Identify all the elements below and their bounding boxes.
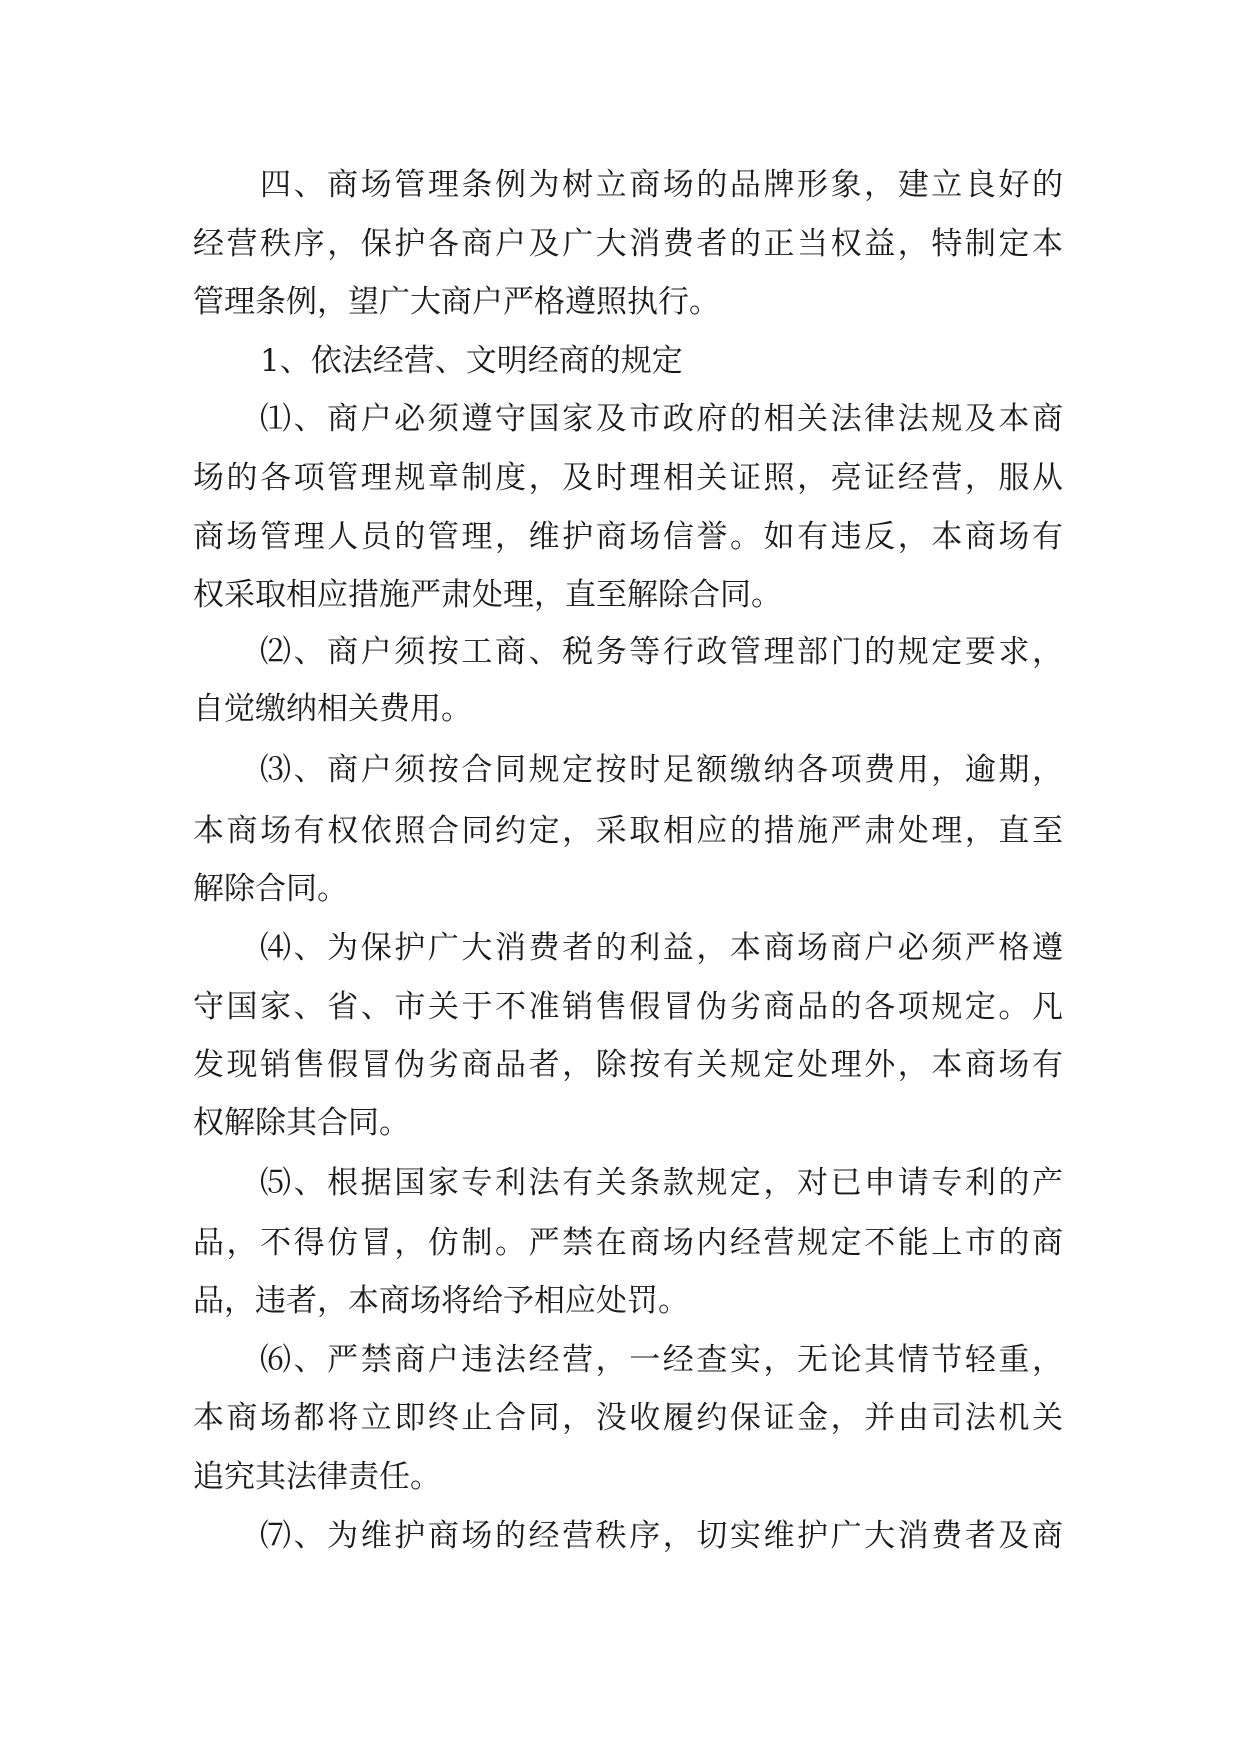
section-1-heading: 1、依法经营、文明经商的规定: [260, 343, 683, 379]
item-4-line-1: ⑷、为保护广大消费者的利益，本商场商户必须严格遵: [260, 930, 1063, 966]
item-4-line-2: 守国家、省、市关于不准销售假冒伪劣商品的各项规定。凡: [193, 989, 1063, 1025]
item-4-line-4: 权解除其合同。: [193, 1105, 410, 1141]
item-2-line-2: 自觉缴纳相关费用。: [193, 691, 472, 727]
item-6-line-3: 追究其法律责任。: [193, 1459, 441, 1495]
paragraph-4-line-2: 经营秩序，保护各商户及广大消费者的正当权益，特制定本: [193, 226, 1063, 262]
paragraph-4-line-3: 管理条例，望广大商户严格遵照执行。: [193, 284, 720, 320]
item-4-line-3: 发现销售假冒伪劣商品者，除按有关规定处理外，本商场有: [193, 1047, 1063, 1083]
item-5-line-2: 品，不得仿冒，仿制。严禁在商场内经营规定不能上市的商: [193, 1225, 1063, 1261]
item-3-line-1: ⑶、商户须按合同规定按时足额缴纳各项费用，逾期，: [260, 752, 1063, 788]
item-2-line-1: ⑵、商户须按工商、税务等行政管理部门的规定要求，: [260, 634, 1063, 670]
item-3-line-2: 本商场有权依照合同约定，采取相应的措施严肃处理，直至: [193, 813, 1063, 849]
item-6-line-2: 本商场都将立即终止合同，没收履约保证金，并由司法机关: [193, 1400, 1063, 1436]
item-3-line-3: 解除合同。: [193, 871, 348, 907]
item-1-line-1: ⑴、商户必须遵守国家及市政府的相关法律法规及本商: [260, 401, 1063, 437]
item-7-line-1: ⑺、为维护商场的经营秩序，切实维护广大消费者及商: [260, 1518, 1063, 1554]
item-1-line-3: 商场管理人员的管理，维护商场信誉。如有违反，本商场有: [193, 519, 1063, 555]
item-1-line-2: 场的各项管理规章制度，及时理相关证照，亮证经营，服从: [193, 460, 1063, 496]
paragraph-4-line-1: 四、商场管理条例为树立商场的品牌形象，建立良好的: [260, 167, 1063, 203]
item-5-line-1: ⑸、根据国家专利法有关条款规定，对已申请专利的产: [260, 1165, 1063, 1201]
item-6-line-1: ⑹、严禁商户违法经营，一经查实，无论其情节轻重，: [260, 1342, 1063, 1378]
item-1-line-4: 权采取相应措施严肃处理，直至解除合同。: [193, 577, 782, 613]
item-5-line-3: 品，违者，本商场将给予相应处罚。: [193, 1283, 689, 1319]
